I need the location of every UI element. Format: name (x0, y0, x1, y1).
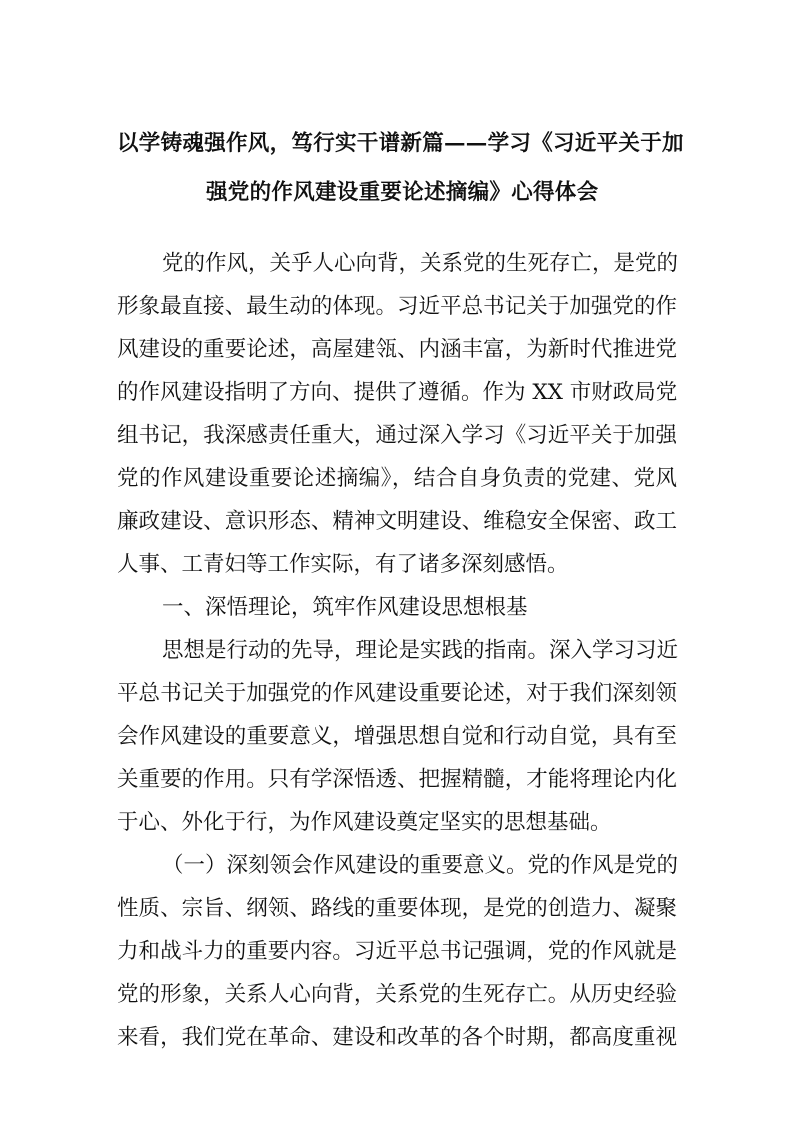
document-title-line-2: 强党的作风建设重要论述摘编》心得体会 (206, 180, 599, 205)
subsection-line: （一）深刻领会作风建设的重要意义。党的作风是党的 (162, 853, 679, 878)
paragraph-line: 党的形象，关系人心向背，关系党的生死存亡。从历史经验 (117, 982, 677, 1007)
paragraph-line: 力和战斗力的重要内容。习近平总书记强调，党的作风就是 (117, 939, 677, 964)
section-heading: 一、深悟理论，筑牢作风建设思想根基 (162, 595, 528, 620)
paragraph-line: 的作风建设指明了方向、提供了遵循。作为 XX 市财政局党 (117, 380, 678, 405)
paragraph-line: 廉政建设、意识形态、精神文明建设、维稳安全保密、政工 (117, 509, 677, 534)
paragraph-line: 会作风建设的重要意义，增强思想自觉和行动自觉，具有至 (117, 724, 677, 749)
paragraph-line: 党的作风，关乎人心向背，关系党的生死存亡，是党的 (162, 251, 679, 276)
paragraph-line: 形象最直接、最生动的体现。习近平总书记关于加强党的作 (117, 294, 677, 319)
paragraph-line: 人事、工青妇等工作实际，有了诸多深刻感悟。 (117, 552, 569, 577)
paragraph-line: 于心、外化于行，为作风建设奠定坚实的思想基础。 (117, 810, 612, 835)
paragraph-line: 性质、宗旨、纲领、路线的重要体现，是党的创造力、凝聚 (117, 896, 677, 921)
document-title-line-1: 以学铸魂强作风，笃行实干谱新篇——学习《习近平关于加 (117, 131, 684, 156)
paragraph-line: 组书记，我深感责任重大，通过深入学习《习近平关于加强 (117, 423, 677, 448)
paragraph-line: 来看，我们党在革命、建设和改革的各个时期，都高度重视 (117, 1025, 677, 1050)
paragraph-line: 风建设的重要论述，高屋建瓴、内涵丰富，为新时代推进党 (117, 337, 677, 362)
paragraph-line: 党的作风建设重要论述摘编》，结合自身负责的党建、党风 (117, 466, 677, 491)
paragraph-line: 思想是行动的先导，理论是实践的指南。深入学习习近 (162, 638, 679, 663)
paragraph-line: 平总书记关于加强党的作风建设重要论述，对于我们深刻领 (117, 681, 677, 706)
paragraph-line: 关重要的作用。只有学深悟透、把握精髓，才能将理论内化 (117, 767, 677, 792)
